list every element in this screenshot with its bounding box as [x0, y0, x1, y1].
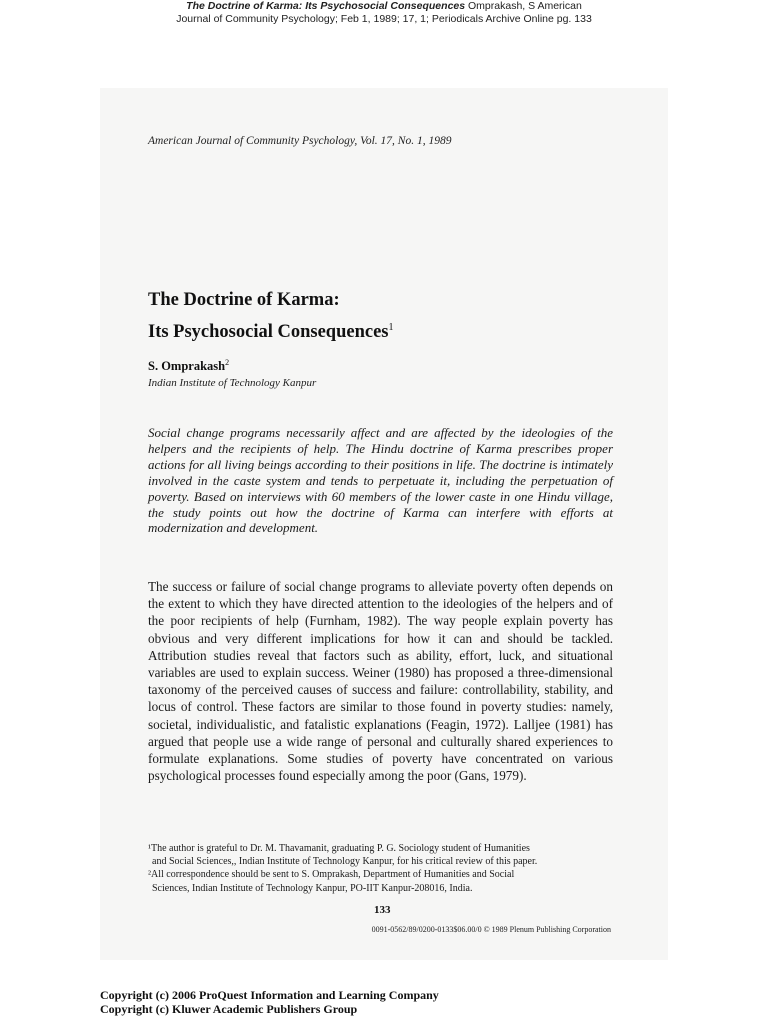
footnote-2-line-1: ²All correspondence should be sent to S. Omprakash, Department of Humanities and Social [148, 869, 515, 881]
journal-reference: American Journal of Community Psychology, Vol. 17, No. 1, 1989 [148, 135, 452, 147]
footnote-1-line-1: ¹The author is grateful to Dr. M. Thavamanit, graduating P. G. Sociology student of Humanities [148, 843, 530, 854]
header-line-1 [0, 0, 768, 13]
copyright-line-1: Copyright (c) 2006 ProQuest Information and Learning Company [100, 988, 439, 1002]
title-footnote-mark: 1 [388, 322, 394, 333]
paper-author [148, 358, 229, 374]
page-number: 133 [374, 904, 391, 916]
copyright-line-2: Copyright (c) Kluwer Academic Publishers Group [100, 1002, 358, 1016]
header-doc-title: The Doctrine of Karma: Its Psychosocial Consequences [186, 0, 466, 12]
author-footnote-mark: 2 [225, 358, 230, 367]
footnotes [148, 842, 613, 895]
copyright-notice [100, 988, 439, 1016]
archive-header [0, 0, 768, 25]
footnote-2-line-2: Sciences, Indian Institute of Technology Kanpur, PO-IIT Kanpur-208016, India. [152, 882, 473, 894]
paper-abstract: Social change programs necessarily affect and are affected by the ideologies of the helpers and the recipients of help. The Hindu doctrine of Karma prescribes proper actions for all living beings according to their positions in life. The doctrine is intimately involved in the caste system and tends to perpetuate it, including the perpetuation of poverty. Based on interviews with 60 members of the lower caste in one Hindu village, the study points out how the doctrine of Karma can interfere with efforts at modernization and development. [148, 425, 613, 536]
header-author-line: Omprakash, S American [468, 0, 582, 12]
paper-title [148, 287, 394, 346]
paper-title-line-2-text: Its Psychosocial Consequences [148, 322, 389, 342]
author-name: S. Omprakash [148, 359, 226, 373]
header-citation: Journal of Community Psychology; Feb 1, 1989; 17, 1; Periodicals Archive Online pg. 133 [176, 12, 592, 25]
author-affiliation: Indian Institute of Technology Kanpur [148, 377, 317, 389]
body-paragraph: The success or failure of social change programs to alleviate poverty often depends on the extent to which they have directed attention to the ideologies of the helpers and of the poor recipients of help (Furnham, 1982). The way people explain poverty has obvious and very different implications for how it can and should be tackled. Attribution studies reveal that factors such as ability, effort, luck, and situational variables are used to explain success. Weiner (1980) has proposed a three-dimensional taxonomy of the perceived causes of success and failure: controllability, stability, and locus of control. These factors are similar to those found in poverty studies: namely, societal, individualistic, and fatalistic explanations (Feagin, 1972). Lalljee (1981) has argued that people use a wide range of personal and culturally shared experiences to formulate explanations. Some studies of poverty have concentrated on various psychological processes found especially among the poor (Gans, 1979). [148, 579, 613, 784]
paper-title-line-1: The Doctrine of Karma: [148, 290, 340, 310]
paper-title-line-2 [148, 314, 394, 346]
footnote-1-line-2: and Social Sciences,, Indian Institute of Technology Kanpur, for his critical review of this paper. [152, 856, 538, 868]
publisher-code-line: 0091-0562/89/0200-0133$06.00/0 © 1989 Plenum Publishing Corporation [371, 925, 611, 934]
